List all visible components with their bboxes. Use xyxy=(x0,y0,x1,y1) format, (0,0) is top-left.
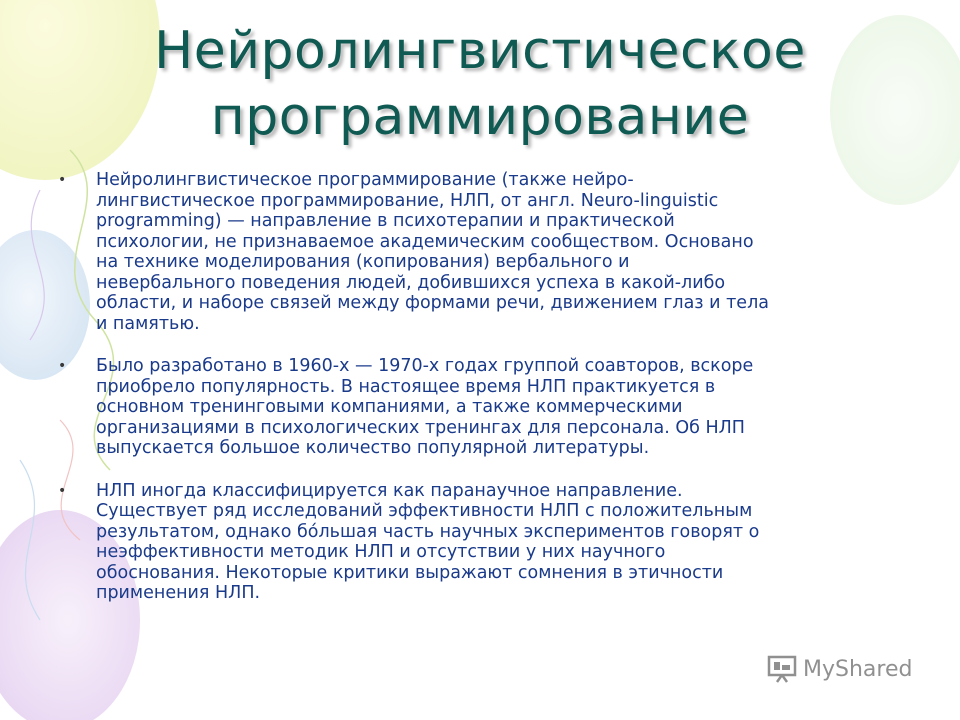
text-line: применения НЛП. xyxy=(96,583,261,603)
text-line: организациями в психологических тренингах для персонала. Об НЛП xyxy=(96,417,745,438)
text-line: Нейролингвистическое программирование (также нейро- xyxy=(96,170,634,190)
text-line: и памятью. xyxy=(96,313,200,334)
text-line: невербального поведения людей, добившихся успеха в какой-либо xyxy=(96,272,726,293)
bullet-dot-icon: • xyxy=(58,172,67,188)
bullet-list xyxy=(58,170,918,626)
text-line: НЛП иногда классифицируется как паранаучное направление. xyxy=(96,480,683,501)
text-line: Было разработано в 1960-х — 1970-х годах группой соавторов, вскоре xyxy=(96,356,754,376)
title-line-1: Нейролингвистическое xyxy=(154,21,806,81)
text-line: приобрело популярность. В настоящее время НЛП практикуется в xyxy=(96,376,716,397)
text-line: обоснования. Некоторые критики выражают сомнения в этичности xyxy=(96,562,724,583)
bullet-item xyxy=(58,356,918,459)
text-line: основном тренинговыми компаниями, а также коммерческими xyxy=(96,397,683,417)
text-line: programming) — направление в психотерапии и практической xyxy=(96,211,675,231)
text-line: неэффективности методик НЛП и отсутствии у них научного xyxy=(96,542,666,562)
text-line: результатом, однако бо́льшая часть научных экспериментов говорят о xyxy=(96,521,760,542)
bullet-item xyxy=(58,481,918,604)
bullet-item xyxy=(58,170,918,334)
title-line-2: программирование xyxy=(210,87,750,147)
text-line: на технике моделирования (копирования) вербального и xyxy=(96,252,630,272)
text-line: области, и наборе связей между формами речи, движением глаз и тела xyxy=(96,293,769,313)
text-line: Существует ряд исследований эффективности НЛП с положительным xyxy=(96,501,753,521)
presentation-icon xyxy=(767,655,797,683)
bullet-dot-icon: • xyxy=(58,482,67,499)
watermark-text: MyShared xyxy=(803,656,913,682)
watermark xyxy=(767,655,912,683)
text-line: лингвистическое программирование, НЛП, от англ. Neuro-linguistic xyxy=(96,190,719,211)
slide-title xyxy=(60,18,900,150)
bullet-dot-icon: • xyxy=(58,358,67,374)
text-line: выпускается большое количество популярной литературы. xyxy=(96,438,650,458)
text-line: психологии, не признаваемое академическим сообществом. Основано xyxy=(96,231,754,252)
